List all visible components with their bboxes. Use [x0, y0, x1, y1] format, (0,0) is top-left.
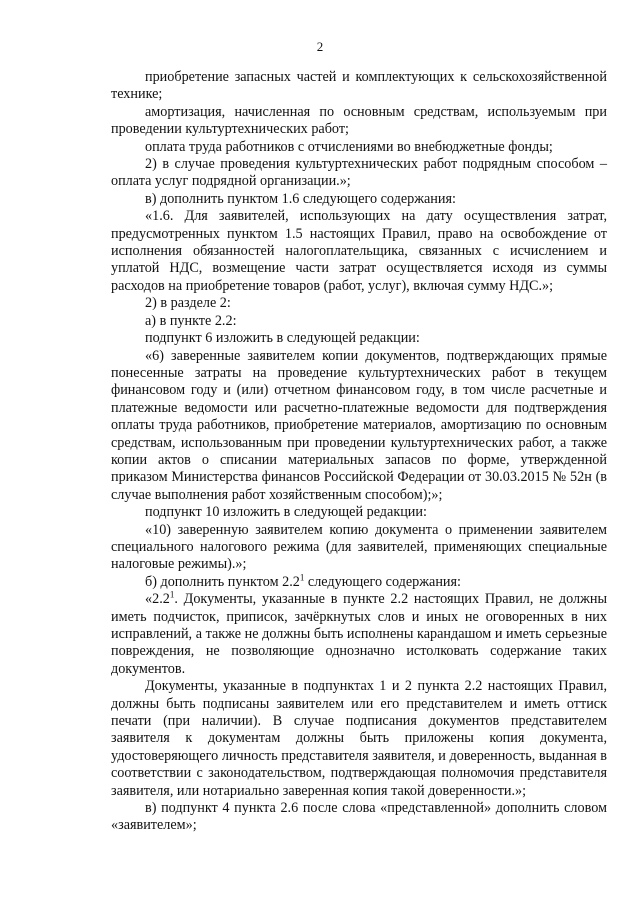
text-fragment: следующего содержания:	[304, 573, 461, 590]
paragraph-add-point	[111, 574, 607, 591]
paragraph: 2) в случае проведения культуртехнических работ подрядным способом – оплата услуг подрядной организации.»;	[111, 156, 607, 190]
paragraph: в) дополнить пунктом 1.6 следующего содержания:	[145, 190, 456, 207]
text-fragment: . Документы, указанные в пункте 2.2 настоящих Правил, не должны иметь подчисток, приписок, зачёркнутых слов и иных не оговоренных в них исправлений, а также не должны быть исполнены карандашом и иметь серьезные повреждения, не позволяющие однозначно истолковать содержание таких документов.	[111, 591, 607, 677]
text-fragment: б) дополнить пунктом 2.2	[145, 573, 300, 590]
text-fragment: «2.2	[145, 591, 170, 608]
paragraph: амортизация, начисленная по основным средствам, используемым при проведении культуртехнических работ;	[111, 103, 607, 138]
document-body	[111, 69, 607, 835]
paragraph: подпункт 10 изложить в следующей редакции:	[145, 504, 427, 521]
paragraph: а) в пункте 2.2:	[145, 312, 237, 329]
paragraph: приобретение запасных частей и комплектующих к сельскохозяйственной технике;	[111, 69, 607, 103]
paragraph: 2) в разделе 2:	[145, 295, 231, 312]
paragraph-quoted-point	[111, 591, 607, 678]
paragraph: «6) заверенные заявителем копии документов, подтверждающих прямые понесенные затраты на проведение культуртехнических работ в текущем финансовом году и (или) отчетном финансовом году, в том числе расчетные и платежные ведомости или расчетно-платежные ведомости для подтверждения оплаты труда работников, приобретение материалов, амортизацию по основным средствам, использованным при проведении культуртехнических работ, а также копии актов о списании материальных запасов по форме, утвержденной приказом Министерства финансов Российской Федерации от 30.03.2015 № 52н (в случае выполнения работ хозяйственным способом);»;	[111, 347, 607, 503]
paragraph: «1.6. Для заявителей, использующих на дату осуществления затрат, предусмотренных пунктом 1.5 настоящих Правил, право на освобождение от исполнения обязанностей налогоплательщика, связанных с исчислением и уплатой НДС, возмещение части затрат осуществляется исходя из суммы расходов на приобретение товаров (работ, услуг), включая сумму НДС.»;	[111, 208, 607, 294]
paragraph: подпункт 6 изложить в следующей редакции:	[145, 330, 420, 347]
page-number: 2	[316, 39, 324, 54]
superscript: 1	[169, 589, 175, 600]
superscript: 1	[299, 572, 305, 583]
paragraph: Документы, указанные в подпунктах 1 и 2 пункта 2.2 настоящих Правил, должны быть подписаны заявителем или его представителем и иметь оттиск печати (при наличии). В случае подписания документов представителем заявителя к документам должны быть приложены копия документа, удостоверяющего личность представителя заявителя, и доверенность, выданная в соответствии с законодательством, подтверждающая полномочия представителя заявителя, или нотариально заверенная копия такой доверенности.»;	[111, 678, 607, 799]
paragraph: в) подпункт 4 пункта 2.6 после слова «представленной» дополнить словом «заявителем»;	[111, 800, 607, 834]
paragraph: «10) заверенную заявителем копию документа о применении заявителем специального налогового режима (для заявителей, применяющих специальные налоговые режимы).»;	[111, 521, 607, 573]
paragraph: оплата труда работников с отчислениями во внебюджетные фонды;	[145, 138, 553, 155]
